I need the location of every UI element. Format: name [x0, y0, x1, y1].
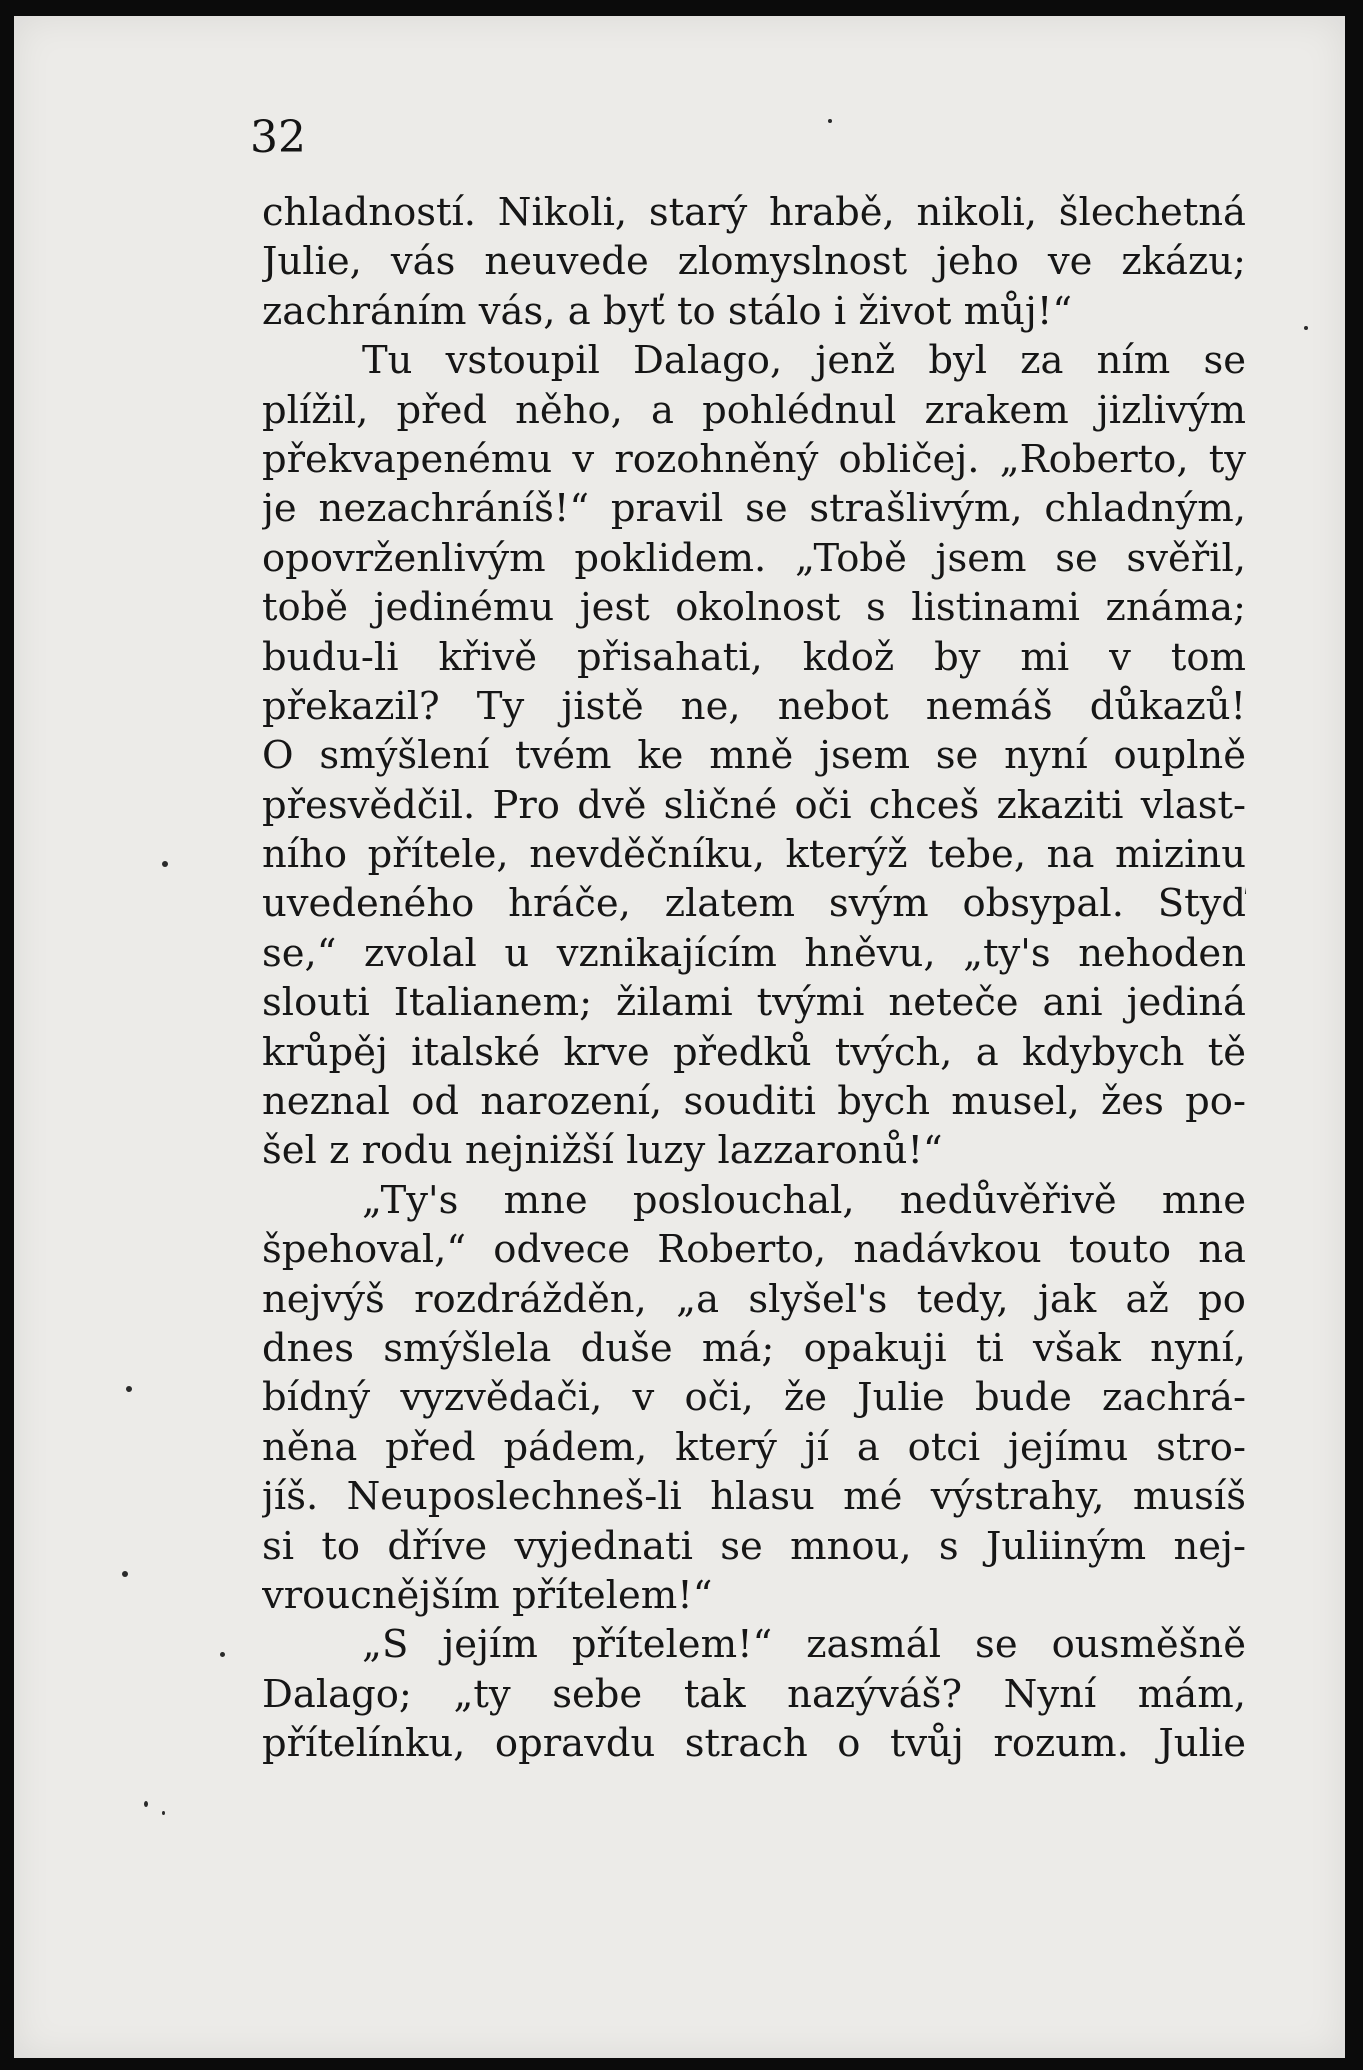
text-line: krůpěj italské krve předků tvých, a kdybych tě [262, 1029, 1246, 1075]
scan-speck [162, 1811, 165, 1815]
scan-speck [1304, 326, 1308, 330]
scan-speck [144, 1801, 148, 1807]
text-line: O smýšlení tvém ke mně jsem se nyní ouplně [262, 733, 1246, 779]
text-line: si to dříve vyjednati se mnou, s Juliiným nej- [262, 1523, 1246, 1569]
text-line: přesvědčil. Pro dvě sličné oči chceš zkaziti vlast- [262, 782, 1246, 828]
text-line: je nezachráníš!“ pravil se strašlivým, chladným, [262, 486, 1246, 532]
text-line: Tu vstoupil Dalago, jenž byl za ním se [362, 338, 1246, 384]
text-line: se,“ zvolal u vznikajícím hněvu, „ty's nehoden [262, 930, 1246, 976]
text-line: bídný vyzvědači, v oči, že Julie bude zachrá- [262, 1375, 1246, 1421]
text-line: budu-li křivě přisahati, kdož by mi v tom [262, 634, 1246, 680]
text-line: přítelínku, opravdu strach o tvůj rozum. Julie [262, 1721, 1246, 1767]
scan-speck [220, 1652, 225, 1657]
text-line: „S jejím přítelem!“ zasmál se ousměšně [362, 1622, 1246, 1668]
scan-speck [122, 1571, 128, 1577]
text-line: ního přítele, nevděčníku, kterýž tebe, na mizinu [262, 832, 1246, 878]
text-line: nejvýš rozdrážděn, „a slyšel's tedy, jak až po [262, 1276, 1246, 1322]
text-line: Julie, vás neuvede zlomyslnost jeho ve zkázu; [262, 239, 1246, 285]
text-line: plížil, před něho, a pohlédnul zrakem jizlivým [262, 387, 1246, 433]
text-line: chladností. Nikoli, starý hrabě, nikoli, šlechetná [262, 190, 1246, 235]
text-line: dnes smýšlela duše má; opakuji ti však nyní, [262, 1325, 1246, 1371]
scan-speck [162, 861, 168, 867]
text-line: jíš. Neuposlechneš-li hlasu mé výstrahy, musíš [262, 1474, 1246, 1520]
text-line: něna před pádem, který jí a otci jejímu stro- [262, 1424, 1246, 1470]
text-line: uvedeného hráče, zlatem svým obsypal. Styď [262, 881, 1246, 927]
page-number: 32 [250, 112, 306, 163]
scan-speck [828, 119, 832, 123]
text-line: opovrženlivým poklidem. „Tobě jsem se svěřil, [262, 535, 1246, 581]
scan-speck [126, 1386, 132, 1392]
text-line: zachráním vás, a byť to stálo i život můj!“ [262, 288, 1073, 334]
text-line: slouti Italianem; žilami tvými neteče ani jediná [262, 980, 1246, 1026]
text-line: špehoval,“ odvece Roberto, nadávkou touto na [262, 1227, 1246, 1273]
text-line: „Ty's mne poslouchal, nedůvěřivě mne [362, 1177, 1246, 1223]
text-line: neznal od narození, souditi bych musel, žes po- [262, 1079, 1246, 1125]
text-line: vroucnějším přítelem!“ [262, 1572, 713, 1618]
book-page [14, 16, 1345, 2058]
text-line: překvapenému v rozohněný obličej. „Roberto, ty [262, 436, 1246, 482]
text-line: Dalago; „ty sebe tak nazýváš? Nyní mám, [262, 1671, 1246, 1717]
body-text [262, 188, 1246, 1769]
text-line: překazil? Ty jistě ne, nebot nemáš důkazů! [262, 683, 1246, 729]
text-line: tobě jedinému jest okolnost s listinami známa; [262, 585, 1246, 631]
text-line: šel z rodu nejnižší luzy lazzaronů!“ [262, 1128, 943, 1174]
